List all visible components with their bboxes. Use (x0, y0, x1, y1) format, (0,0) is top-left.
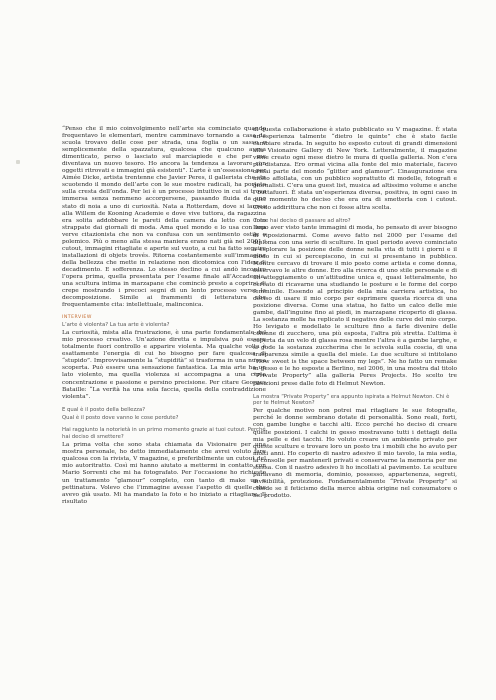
interview-question: Hai raggiunto la notorietà in un primo momento grazie ai tuoi cutout. Perché hai deciso di smettere? (62, 427, 266, 441)
left-column (62, 126, 266, 508)
interview-question: E qual è il posto della bellezza? (62, 406, 146, 413)
answer-paragraph: La curiosità, mista alla frustrazione, è una parte fondamentale del mio processo creativo. Un’azione diretta e impulsiva può essere totalmente fuori controllo e apparire violenta. Ma qualche volta è esattamente l’energia di cui ho bisogno per fare qualcosa di “stupido”. Improvvisamente la “stupidità” si trasforma in una nuova scoperta. Può essere una sensazione fantastica. La mia arte ha un lato violento, ma quella violenza si accompagna a una certa concentrazione e passione e persino precisione. Per citare Georges Bataille: “La verità ha una sola faccia, quella della contraddizione violenta”. (62, 330, 266, 400)
interview-question: L’arte è violenta? La tua arte è violenta? (62, 322, 170, 329)
answer-paragraph: Per qualche motivo non potrei mai ritagliare le sue fotografie, perché le donne sembrano dotate di personalità. Sono reali, forti, con gambe lunghe e tacchi alti. Ecco perché ho deciso di creare quelle posizioni. I calchi in gesso mostravano tutti i dettagli della mia pelle e dei tacchi. Ho voluto creare un ambiente privato per queste sculture e trovare loro un posto tra i mobili che ho avuto per molti anni. Ho coperto di nastro adesivo il mio tavolo, la mia sedia, la consolle per mantenerli privati e conservarne la memoria per me stessa. Con il nastro adesivo li ho incollati al pavimento. Le sculture parlavano di memoria, dominio, possesso, appartenenza, segreti, invisibilità, protezione. Fondamentalmente “Private Property” si chiede se il feticismo della merce abbia origine nel consumatore o nel prodotto. (253, 408, 457, 499)
answer-paragraph: di questa collaborazione è stato pubblicato su V magazine. È stata un’esperienza talmente “dietro le quinte” che è stato facile cambiare strada. In seguito ho esposto cutout di grandi dimensioni alla Visionaire Gallery di New York. Letteralmente, il magazine viene creato ogni mese dietro le mura di quella galleria. Non c’era più distanza. Ero ormai vicina alla fonte del mio materiale, facevo ormai parte del mondo “glitter and glamour”. L’inaugurazione era molto affollata, con un pubblico soprattutto di modelle, fotografi e giornalisti. C’era una guest list, musica ad altissimo volume e anche i buttafuori. È stata un’esperienza diversa, positiva, in ogni caso in quel momento ho deciso che era ora di smetterla con i cutout. Credo addirittura che non ci fosse altra scelta. (253, 127, 457, 211)
answer-paragraph: Dopo aver visto tante immagini di moda, ho pensato di aver bisogno di riposizionarmi. Come avevo fatto nel 2000 per l’esame del diploma con una serie di sculture. In quel periodo avevo cominciato a esplorare la posizione delle donne nella vita di tutti i giorni e il modo in cui si percepiscono, in cui si presentano in pubblico. Mentre cercavo di trovare il mio posto come artista e come donna, osservavo le altre donne. Ero alla ricerca di uno stile personale e di un atteggiamento o un’attitudine unica e, quasi letteralmente, ho cercato di ricavarne una studiando le posture e le forme del corpo femminile. Essendo al principio della mia carriera artistica, ho deciso di usare il mio corpo per esprimere questa ricerca di una posizione diversa. Come una statua, ho fatto un calco delle mie gambe, dall’inguine fino ai piedi, in marzapane ricoperto di glassa. La sostanza molle ha replicato il negativo delle curve del mio corpo. Ho levigato e modellato le sculture fino a farle divenire delle colonne di zucchero, una più esposta, l’altra più stretta. L’ultima è coperta da un velo di glassa rosa mentre l’altra è a gambe larghe, e si gode la sostanza zuccherina che le scivola sulla coscia, di una trasparenza simile a quella del miele. Le due sculture si intitolano “How sweet is the space between my legs”. Ne ho fatto un remake in gesso e le ho esposte a Berlino, nel 2006, in una mostra dal titolo “Private Property” alla galleria Peres Projects. Ho scelto tre posizioni prese dalle foto di Helmut Newton. (253, 225, 457, 387)
interview-question: Qual è il posto dove vanno le cose perdute? (62, 414, 179, 421)
intro-paragraph: “Penso che il mio coinvolgimento nell’arte sia cominciato quando frequentavo le elementari, mentre camminavo tornando a casa da scuola trovavo delle cose per strada, una foglia o un sasso o semplicemente della spazzatura, qualcosa che qualcuno aveva dimenticato, perso o lasciato sul marciapiede e che per me diventava un nuovo tesoro. Ho ancora la tendenza a lavorare con oggetti ritrovati e immagini già esistenti”. L’arte è un’ossessione per Aimée Dicke, artista trentenne che Javier Peres, il gallerista che sta scuotendo il mondo dell’arte con le sue mostre radicali, ha portato sulla cresta dell’onda. Per lei è un processo intuitivo in cui si trova immersa senza nemmeno accorgersene, passando fluida da uno stato di noia a uno di curiosità. Nata a Rotterdam, dove si laurea alla Willem de Kooning Academie e dove vive tuttora, da ragazzina era solita addobbare le pareti della camera da letto con foto strappate dai giornali di moda. Ama quel mondo e lo usa con una verve citazionista che non va confusa con un sentimento ostile o polemico. Più o meno alla stessa maniera erano nati già nel 2001 i cutout, immagini ritagliate e aperte sul vuoto, a cui ha fatto seguire installazioni di objets trovés. Ritorna costantemente sull’immagine della bellezza che mette in relazione non dicotomica con l’idea di decadimento. E sofferenza. Lo stesso declino a cui andò incontro l’opera prima, quella presentata per l’esame finale all’Accademia, una scultura intima in marzapane che cominciò presto a coprirsi di crepe mostrando i precoci segni di un lento processo verso la decomposizione. Simile ai frammenti di letteratura che frequentamente cita: intellettuale, malinconica. (62, 126, 266, 309)
interview-question: La mostra “Private Property” era appunto ispirata a Helmut Newton. Chi è per te Helmut Newton? (253, 393, 450, 407)
section-kicker: INTERVIEW (62, 315, 92, 321)
interview-question: Come hai deciso di passare ad altro? (253, 217, 351, 224)
answer-paragraph: La prima volta che sono stata chiamata da Visionaire per una mostra personale, ho detto immediatamente che avrei voluto fare qualcosa con la rivista, V magazine, e preferibilmente un cutout del mio autoritratto. Così mi hanno aiutato a mettermi in contatto con Mario Sorrenti che mi ha fotografato. Per l’occasione ho richiesto un trattamento “glamour” completo, con tanto di make up e pettinatura. Volevo che l’immagine avesse l’aspetto di quelle che avevo già usato. Mi ha mandato la foto e ho iniziato a ritagliare. Il risultato (62, 442, 266, 505)
right-column (253, 127, 457, 502)
margin-mark (16, 160, 20, 164)
